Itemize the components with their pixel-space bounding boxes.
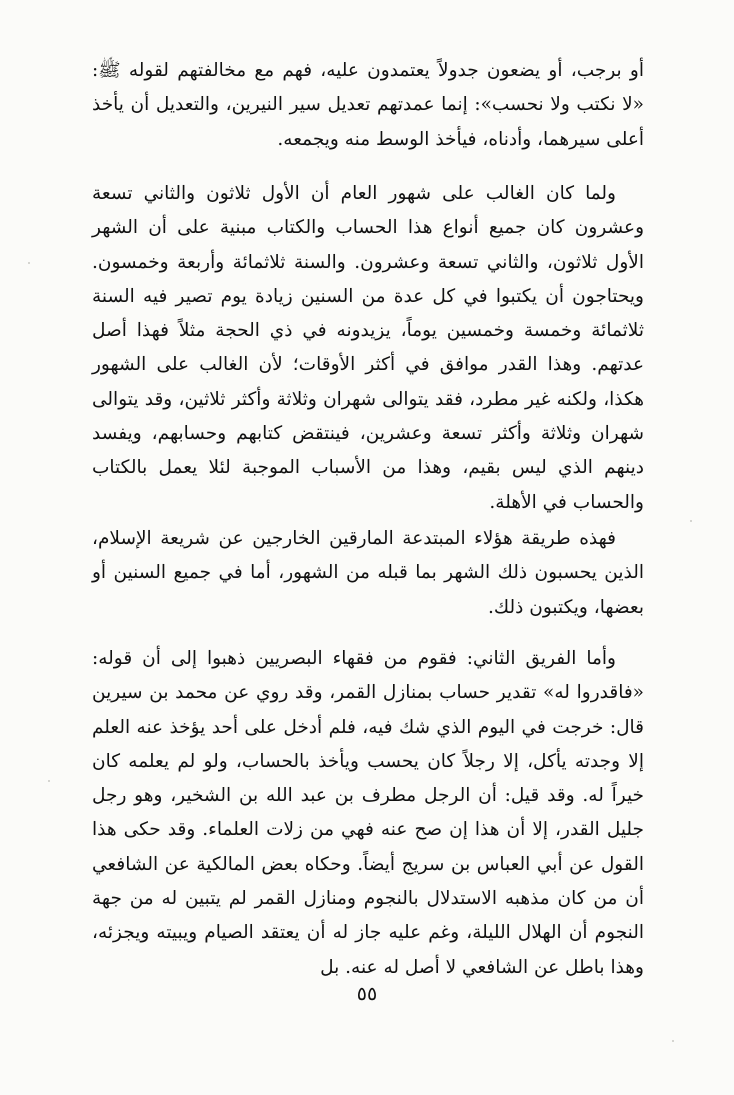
paper-speck — [690, 520, 692, 522]
paragraph-3-block — [92, 522, 644, 625]
paragraph-1-block — [92, 54, 644, 157]
paper-speck — [48, 780, 50, 782]
paragraph-2-block — [92, 177, 644, 520]
paragraph-1: أو برجب، أو يضعون جدولاً يعتمدون عليه، فهم مع مخالفتهم لقوله ﷺ: «لا نكتب ولا نحسب»: إنما عمدتهم تعديل سير النيرين، والتعديل أن يأخذ أعلى سيرهما، وأدناه، فيأخذ الوسط منه ويجمعه. — [92, 60, 644, 150]
paper-speck — [672, 1040, 674, 1042]
paper-speck — [28, 262, 30, 264]
paragraph-2: ولما كان الغالب على شهور العام أن الأول ثلاثون والثاني تسعة وعشرون كان جميع أنواع هذا الحساب والكتاب مبنية على أن الشهر الأول ثلاثون، والثاني تسعة وعشرون. والسنة ثلاثمائة وأربعة وخمسون. ويحتاجون أن يكتبوا في كل عدة من السنين زيادة يوم تصير فيه السنة ثلاثمائة وخمسة وخمسين يوماً، يزيدونه في ذي الحجة مثلاً فهذا أصل عدتهم. وهذا القدر موافق في أكثر الأوقات؛ لأن الغالب على الشهور هكذا، ولكنه غير مطرد، فقد يتوالى شهران وثلاثة وأكثر ثلاثين، وقد يتوالى شهران وثلاثة وأكثر تسعة وعشرين، فينتقض كتابهم وحسابهم، ويفسد دينهم الذي ليس بقيم، وهذا من الأسباب الموجبة لئلا يعمل بالكتاب والحساب في الأهلة. — [92, 183, 644, 513]
paragraph-4-block — [92, 642, 644, 985]
paragraph-3: فهذه طريقة هؤلاء المبتدعة المارقين الخارجين عن شريعة الإسلام، الذين يحسبون ذلك الشهر بما قبله من الشهور، أما في جميع السنين أو بعضها، ويكتبون ذلك. — [92, 528, 644, 618]
page-number: ٥٥ — [356, 983, 378, 1005]
paragraph-4: وأما الفريق الثاني: فقوم من فقهاء البصريين ذهبوا إلى أن قوله: «فاقدروا له» تقدير حساب بمنازل القمر، وقد روي عن محمد بن سيرين قال: خرجت في اليوم الذي شك فيه، فلم أدخل على أحد يؤخذ عنه العلم إلا وجدته يأكل، إلا رجلاً كان يحسب ويأخذ بالحساب، ولو لم يعلمه كان خيراً له. وقد قيل: أن الرجل مطرف بن عبد الله بن الشخير، وهو رجل جليل القدر، إلا أن هذا إن صح عنه فهي من زلات العلماء. وقد حكى هذا القول عن أبي العباس بن سريج أيضاً. وحكاه بعض المالكية عن الشافعي أن من كان مذهبه الاستدلال بالنجوم ومنازل القمر لم يتبين له من جهة النجوم أن الهلال الليلة، وغم عليه جاز له أن يعتقد الصيام ويبيته ويجزئه، وهذا باطل عن الشافعي لا أصل له عنه. بل — [92, 648, 644, 978]
